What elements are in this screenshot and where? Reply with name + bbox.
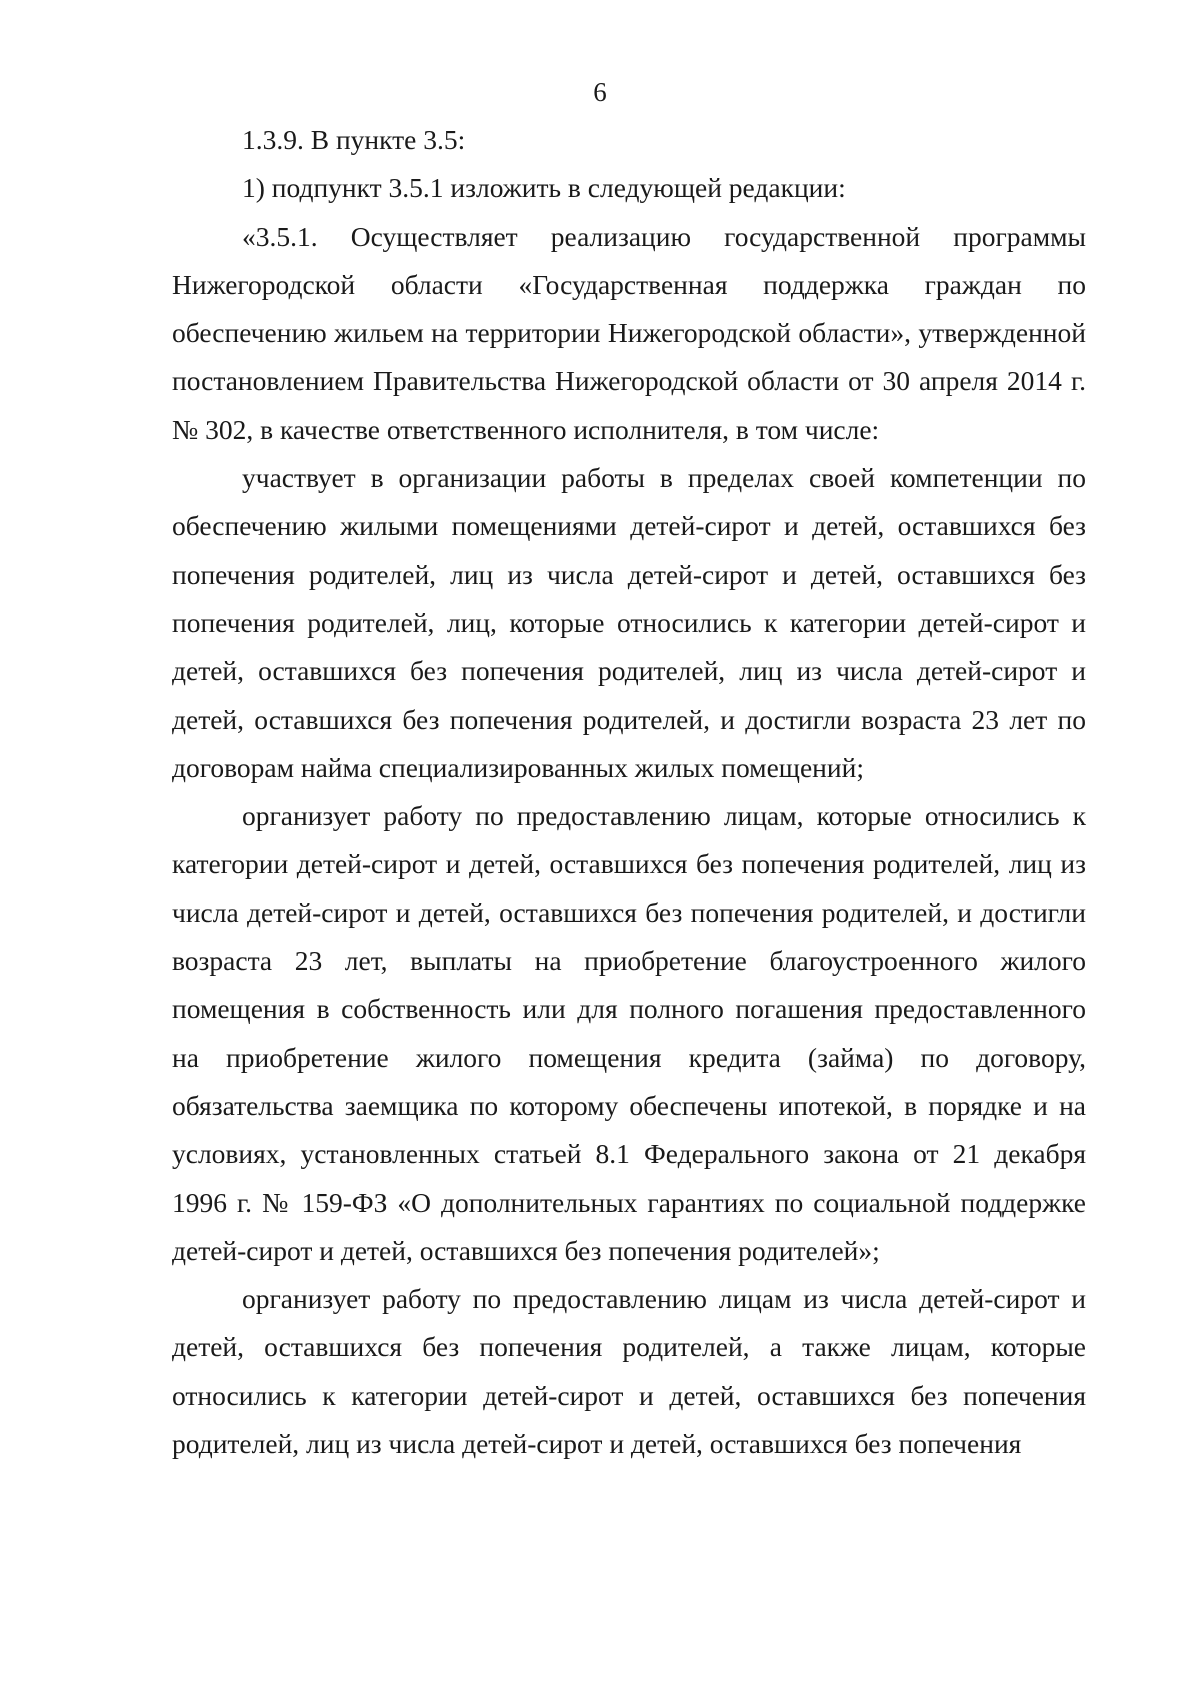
page-number: 6 — [593, 77, 607, 107]
paragraph-clause-3-5-1: «3.5.1. Осуществляет реализацию государственной программы Нижегородской области «Государственная поддержка граждан по обеспечению жильем на территории Нижегородской области», утвержденной постановлением Правительства Нижегородской области от 30 апреля 2014 г. № 302, в качестве ответственного исполнителя, в том числе: — [172, 220, 1086, 445]
paragraph-housing-participation: участвует в организации работы в пределах своей компетенции по обеспечению жилыми помещениями детей-сирот и детей, оставшихся без попечения родителей, лиц из числа детей-сирот и детей, оставшихся без попечения родителей, лиц, которые относились к категории детей-сирот и детей, оставшихся без попечения родителей, лиц из числа детей-сирот и детей, оставшихся без попечения родителей, и достигли возраста 23 лет по договорам найма специализированных жилых помещений; — [172, 462, 1086, 783]
paragraph-provision-organization: организует работу по предоставлению лицам из числа детей-сирот и детей, оставшихся без попечения родителей, а также лицам, которые относились к категории детей-сирот и детей, оставшихся без попечения родителей, лиц из числа детей-сирот и детей, оставшихся без попечения — [172, 1283, 1086, 1460]
paragraph-subitem-instruction: 1) подпункт 3.5.1 изложить в следующей редакции: — [242, 172, 846, 204]
paragraph-payment-organization: организует работу по предоставлению лицам, которые относились к категории детей-сирот и детей, оставшихся без попечения родителей, лиц из числа детей-сирот и детей, оставшихся без попечения родителей, и достигли возраста 23 лет, выплаты на приобретение благоустроенного жилого помещения в собственность или для полного погашения предоставленного на приобретение жилого помещения кредита (займа) по договору, обязательства заемщика по которому обеспечены ипотекой, в порядке и на условиях, установленных статьей 8.1 Федерального закона от 21 декабря 1996 г. № 159-ФЗ «О дополнительных гарантиях по социальной поддержке детей-сирот и детей, оставшихся без попечения родителей»; — [172, 800, 1086, 1266]
document-body — [172, 116, 1086, 1468]
paragraph-item-heading: 1.3.9. В пункте 3.5: — [242, 124, 466, 155]
